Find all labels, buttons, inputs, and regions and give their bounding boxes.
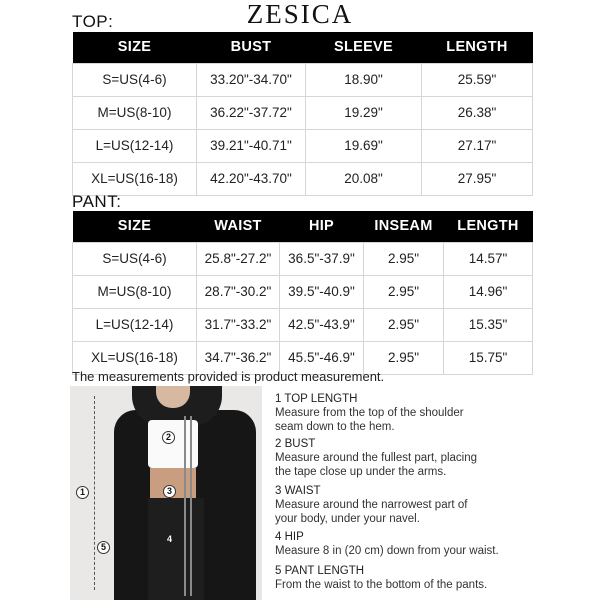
column-header: WAIST [197, 211, 280, 242]
instruction-text: Measure around the fullest part, placing [275, 452, 478, 464]
table-cell: 36.5"-37.9" [280, 242, 364, 275]
table-cell: 45.5"-46.9" [280, 341, 364, 374]
table-cell: 18.90" [306, 63, 422, 96]
table-cell: 19.69" [306, 129, 422, 162]
column-header: SLEEVE [306, 32, 422, 63]
table-cell: 39.21"-40.71" [197, 129, 306, 162]
instruction-pant-length [275, 564, 595, 592]
instruction-top-length [275, 392, 595, 434]
table-row [73, 96, 533, 129]
table-cell: 27.17" [422, 129, 533, 162]
top-length-guide [94, 396, 95, 590]
instruction-text: Measure from the top of the shoulder [275, 407, 464, 419]
table-row [73, 63, 533, 96]
instruction-text: From the waist to the bottom of the pants. [275, 579, 488, 591]
marker-1: 1 [76, 486, 89, 499]
table-cell: 14.96" [444, 275, 533, 308]
table-cell: L=US(12-14) [73, 308, 197, 341]
table-cell: 2.95" [364, 341, 444, 374]
column-header: HIP [280, 211, 364, 242]
shorts [148, 498, 204, 600]
instruction-title: 5 PANT LENGTH [275, 565, 365, 577]
table-row [73, 242, 533, 275]
table-cell: 27.95" [422, 162, 533, 195]
model-photo [70, 386, 262, 600]
table-cell: L=US(12-14) [73, 129, 197, 162]
table-cell: 15.75" [444, 341, 533, 374]
instruction-title: 3 WAIST [275, 485, 321, 497]
instruction-text: your body, under your navel. [275, 513, 420, 525]
column-header: LENGTH [422, 32, 533, 63]
pant-size-table [72, 211, 533, 375]
column-header: LENGTH [444, 211, 533, 242]
instruction-text: Measure around the narrowest part of [275, 499, 468, 511]
column-header: INSEAM [364, 211, 444, 242]
table-cell: 26.38" [422, 96, 533, 129]
table-cell: M=US(8-10) [73, 96, 197, 129]
instruction-text: seam down to the hem. [275, 421, 395, 433]
table-row [73, 275, 533, 308]
table-cell: XL=US(16-18) [73, 341, 197, 374]
column-header: BUST [197, 32, 306, 63]
zipper-line [190, 416, 192, 596]
instruction-title: 4 HIP [275, 531, 304, 543]
instruction-title: 1 TOP LENGTH [275, 393, 358, 405]
table-cell: 42.20"-43.70" [197, 162, 306, 195]
marker-5: 5 [97, 541, 110, 554]
table-cell: 20.08" [306, 162, 422, 195]
marker-3: 3 [163, 485, 176, 498]
table-cell: 15.35" [444, 308, 533, 341]
instruction-waist [275, 484, 595, 526]
table-header-row [73, 32, 533, 63]
table-cell: 34.7"-36.2" [197, 341, 280, 374]
zipper-line [184, 416, 186, 596]
table-cell: 2.95" [364, 308, 444, 341]
table-cell: 2.95" [364, 242, 444, 275]
table-cell: M=US(8-10) [73, 275, 197, 308]
table-cell: 14.57" [444, 242, 533, 275]
pant-section-label: PANT: [72, 192, 122, 211]
column-header: SIZE [73, 211, 197, 242]
table-cell: 42.5"-43.9" [280, 308, 364, 341]
table-cell: 25.8"-27.2" [197, 242, 280, 275]
table-row [73, 162, 533, 195]
instruction-text: the tape close up under the arms. [275, 466, 447, 478]
table-cell: S=US(4-6) [73, 242, 197, 275]
table-cell: 39.5"-40.9" [280, 275, 364, 308]
table-cell: 31.7"-33.2" [197, 308, 280, 341]
table-cell: 19.29" [306, 96, 422, 129]
table-cell: 2.95" [364, 275, 444, 308]
table-row [73, 129, 533, 162]
instruction-hip [275, 530, 595, 558]
measurement-note: The measurements provided is product measurement. [72, 369, 385, 384]
top-size-table [72, 32, 533, 196]
table-cell: 25.59" [422, 63, 533, 96]
top-section-label: TOP: [72, 12, 114, 31]
table-cell: XL=US(16-18) [73, 162, 197, 195]
table-cell: S=US(4-6) [73, 63, 197, 96]
table-row [73, 308, 533, 341]
table-cell: 36.22"-37.72" [197, 96, 306, 129]
instruction-bust [275, 437, 595, 479]
table-header-row [73, 211, 533, 242]
table-cell: 33.20"-34.70" [197, 63, 306, 96]
instruction-title: 2 BUST [275, 438, 316, 450]
marker-4: 4 [167, 534, 173, 544]
marker-2: 2 [162, 431, 175, 444]
table-cell: 28.7"-30.2" [197, 275, 280, 308]
column-header: SIZE [73, 32, 197, 63]
brand-logo: ZESICA [246, 0, 354, 29]
instruction-text: Measure 8 in (20 cm) down from your waist. [275, 545, 499, 557]
